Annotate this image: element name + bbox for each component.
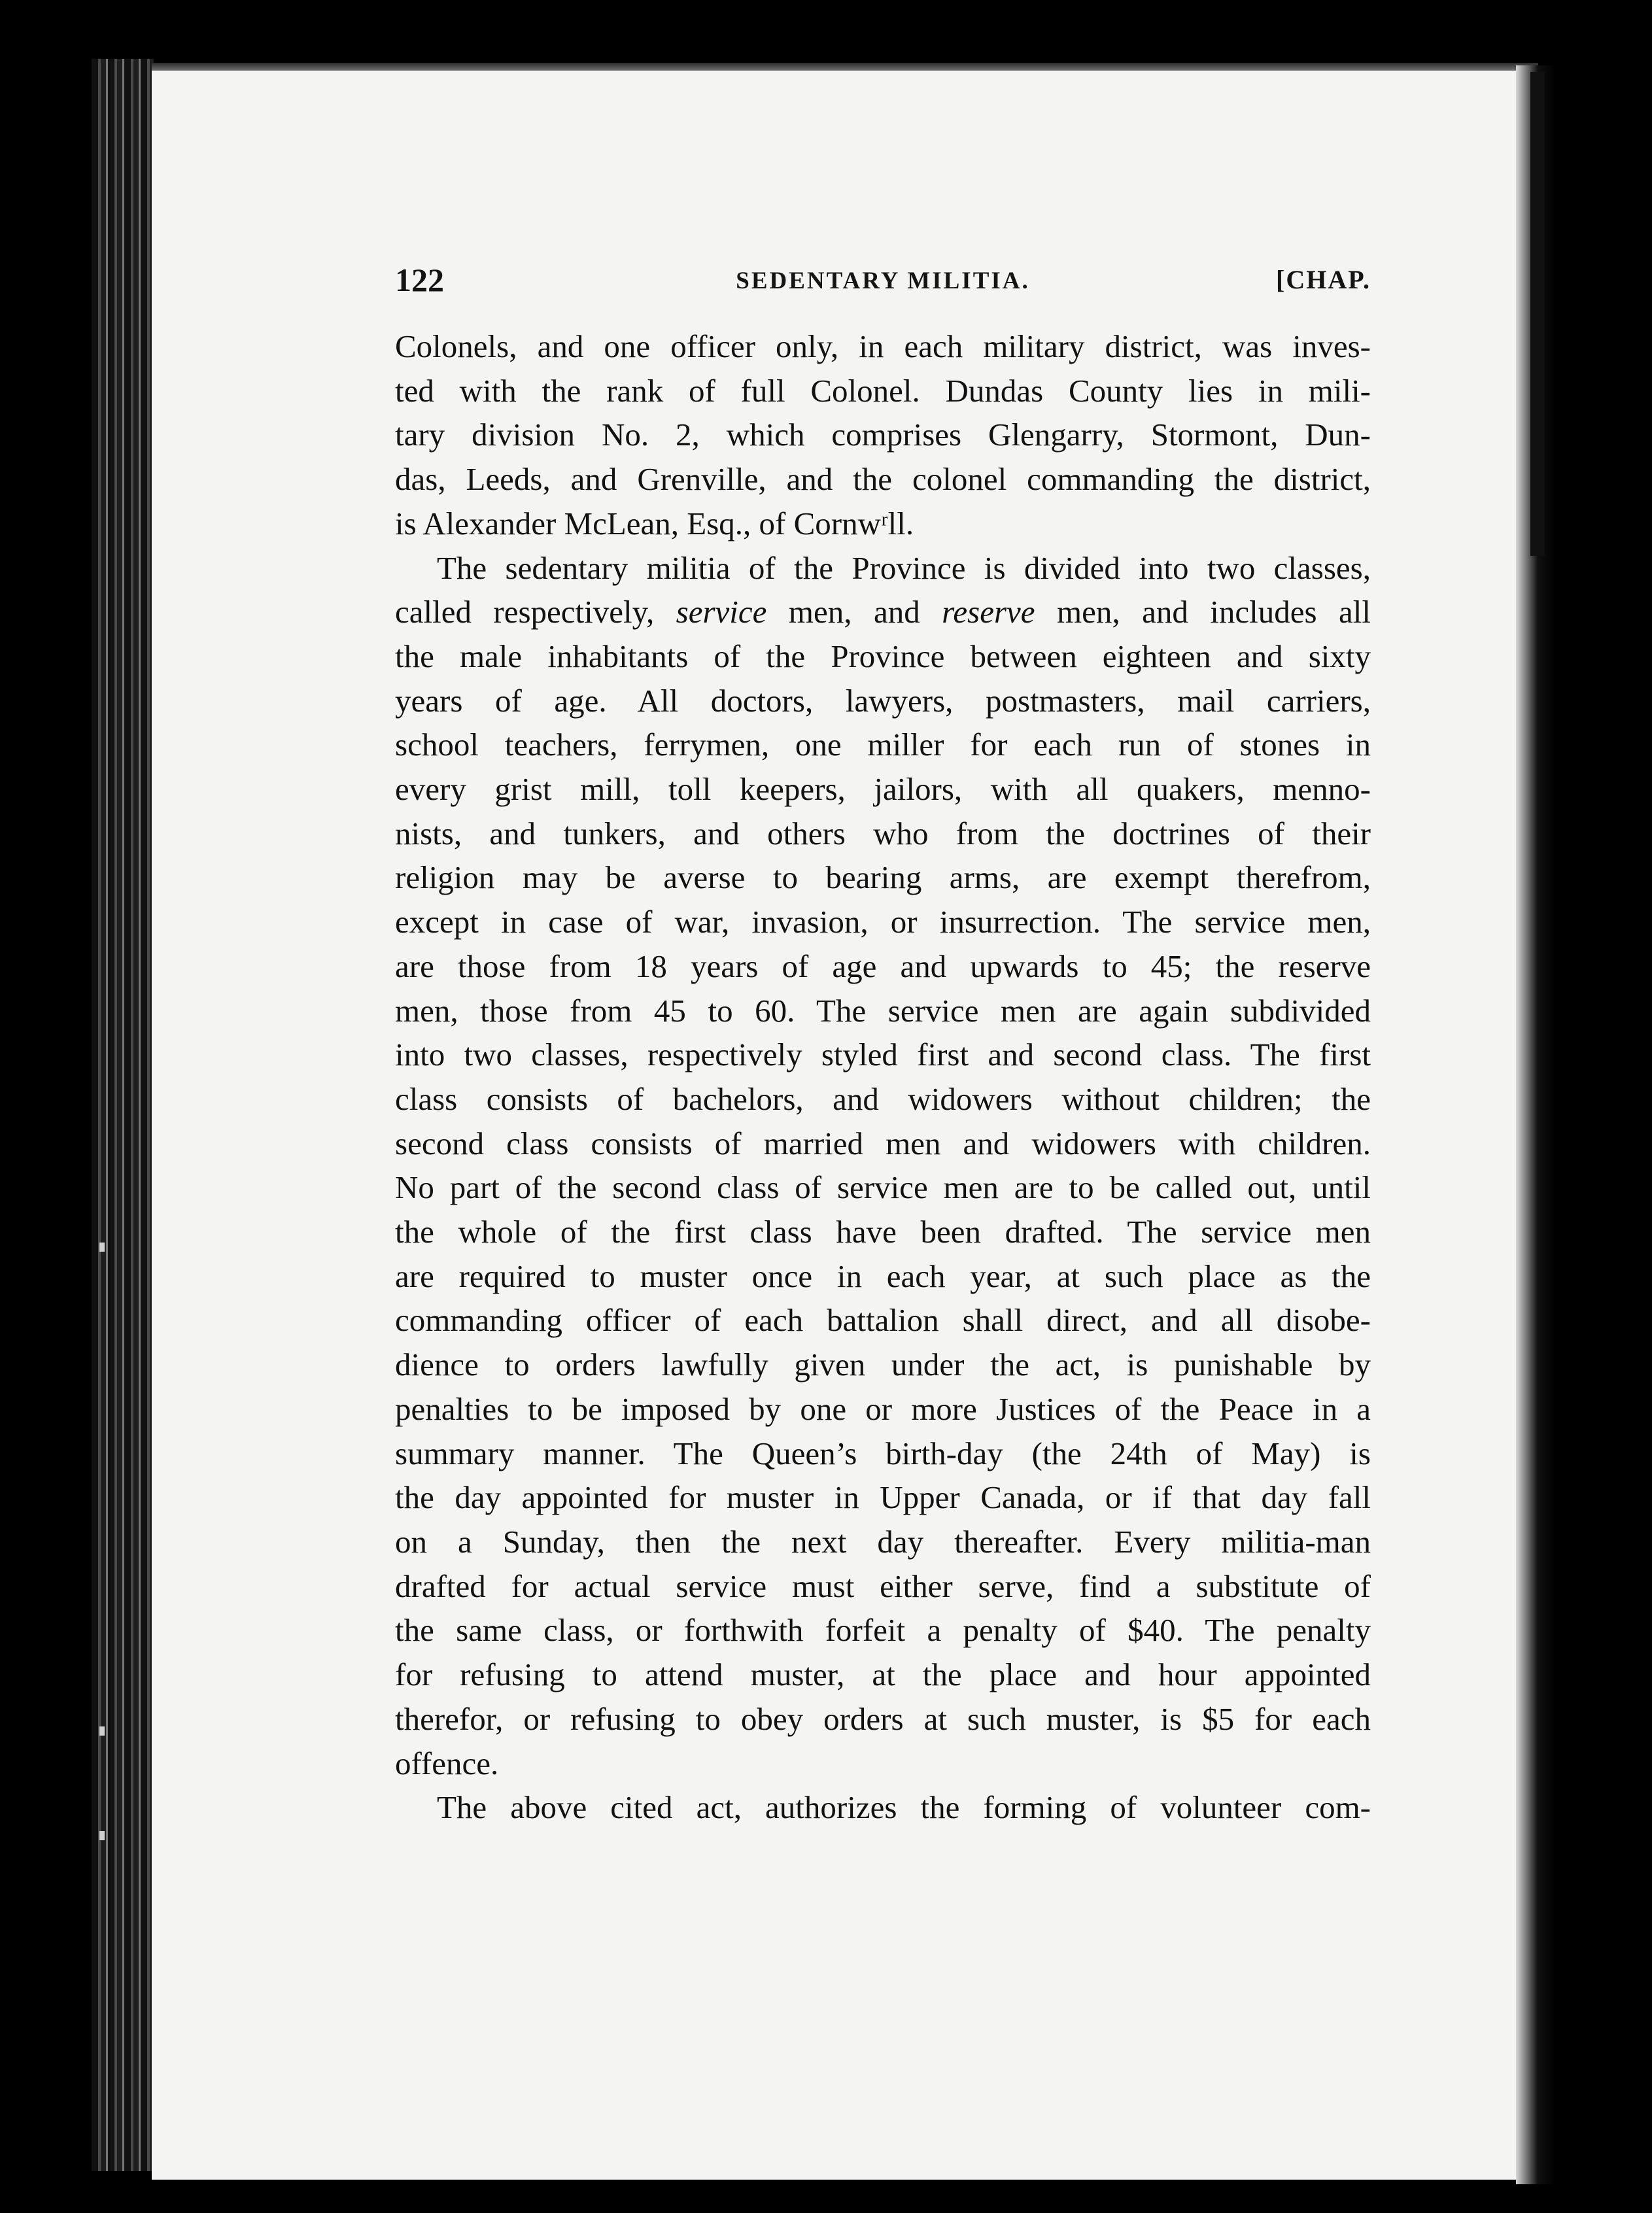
text-line: The above cited act, authorizes the forming of volunteer com-: [437, 1789, 1371, 1826]
text-line: second class consists of married men and widowers with children.: [395, 1125, 1371, 1161]
text-line: das, Leeds, and Grenville, and the colonel commanding the district,: [395, 461, 1371, 498]
italic-term-reserve: reserve: [942, 594, 1035, 630]
page-number: 122: [395, 262, 444, 298]
text-line: summary manner. The Queen’s birth-day (the 24th of May) is: [395, 1435, 1371, 1471]
text-line: dience to orders lawfully given under the act, is punishable by: [395, 1347, 1371, 1383]
paragraph-1: [395, 324, 1371, 546]
text-line: the day appointed for muster in Upper Canada, or if that day fall: [395, 1479, 1371, 1516]
text-fragment: called respectively,: [395, 594, 676, 630]
running-title: SEDENTARY MILITIA.: [736, 267, 1030, 294]
text-line: ted with the rank of full Colonel. Dundas County lies in mili-: [395, 372, 1371, 409]
text-line: every grist mill, toll keepers, jailors, with all quakers, menno-: [395, 771, 1371, 808]
paragraph-3: [395, 1785, 1371, 1830]
text-line: The sedentary militia of the Province is divided into two classes,: [437, 549, 1371, 586]
text-line: school teachers, ferrymen, one miller for each run of stones in: [395, 727, 1371, 763]
paragraph-2: [395, 546, 1371, 1786]
text-line: the same class, or forthwith forfeit a penalty of $40. The penalty: [395, 1612, 1371, 1649]
text-line: are those from 18 years of age and upwards to 45; the reserve: [395, 948, 1371, 984]
text-fragment: men, and includes all: [1035, 594, 1371, 630]
text-line: are required to muster once in each year, at such place as the: [395, 1258, 1371, 1294]
text-line: for refusing to attend muster, at the place and hour appointed: [395, 1656, 1371, 1693]
chapter-mark: [CHAP.: [1276, 265, 1371, 294]
text-line: Colonels, and one officer only, in each military district, was inves-: [395, 328, 1371, 364]
body-text: [395, 324, 1371, 1830]
text-line: into two classes, respectively styled first and second class. The first: [395, 1037, 1371, 1073]
text-line: offence.: [395, 1745, 499, 1781]
text-line: on a Sunday, then the next day thereafter. Every militia-man: [395, 1523, 1371, 1560]
text-line: men, those from 45 to 60. The service men are again subdivided: [395, 992, 1371, 1029]
text-line: the male inhabitants of the Province between eighteen and sixty: [395, 638, 1371, 674]
text-line: nists, and tunkers, and others who from the doctrines of their: [395, 815, 1371, 851]
text-fragment: men, and: [766, 594, 942, 630]
text-line: class consists of bachelors, and widowers without children; the: [395, 1080, 1371, 1117]
text-line: commanding officer of each battalion shall direct, and all disobe-: [395, 1302, 1371, 1339]
text-line: drafted for actual service must either serve, find a substitute of: [395, 1568, 1371, 1604]
right-page-edge-bar: [1530, 72, 1545, 556]
text-line-with-italics: [395, 590, 1371, 634]
italic-term-service: service: [676, 594, 767, 630]
running-header: [395, 254, 1371, 306]
text-line: therefor, or refusing to obey orders at such muster, is $5 for each: [395, 1700, 1371, 1737]
text-line: the whole of the first class have been drafted. The service men: [395, 1214, 1371, 1250]
text-line: No part of the second class of service men are to be called out, until: [395, 1169, 1371, 1206]
text-line: is Alexander McLean, Esq., of Cornwʳll.: [395, 505, 914, 541]
text-line: except in case of war, invasion, or insurrection. The service men,: [395, 904, 1371, 940]
text-line: tary division No. 2, which comprises Glengarry, Stormont, Dun-: [395, 417, 1371, 453]
text-line: years of age. All doctors, lawyers, postmasters, mail carriers,: [395, 682, 1371, 719]
scan-specks: [98, 1243, 106, 2158]
text-line: penalties to be imposed by one or more Justices of the Peace in a: [395, 1390, 1371, 1427]
text-line: religion may be averse to bearing arms, are exempt therefrom,: [395, 859, 1371, 896]
